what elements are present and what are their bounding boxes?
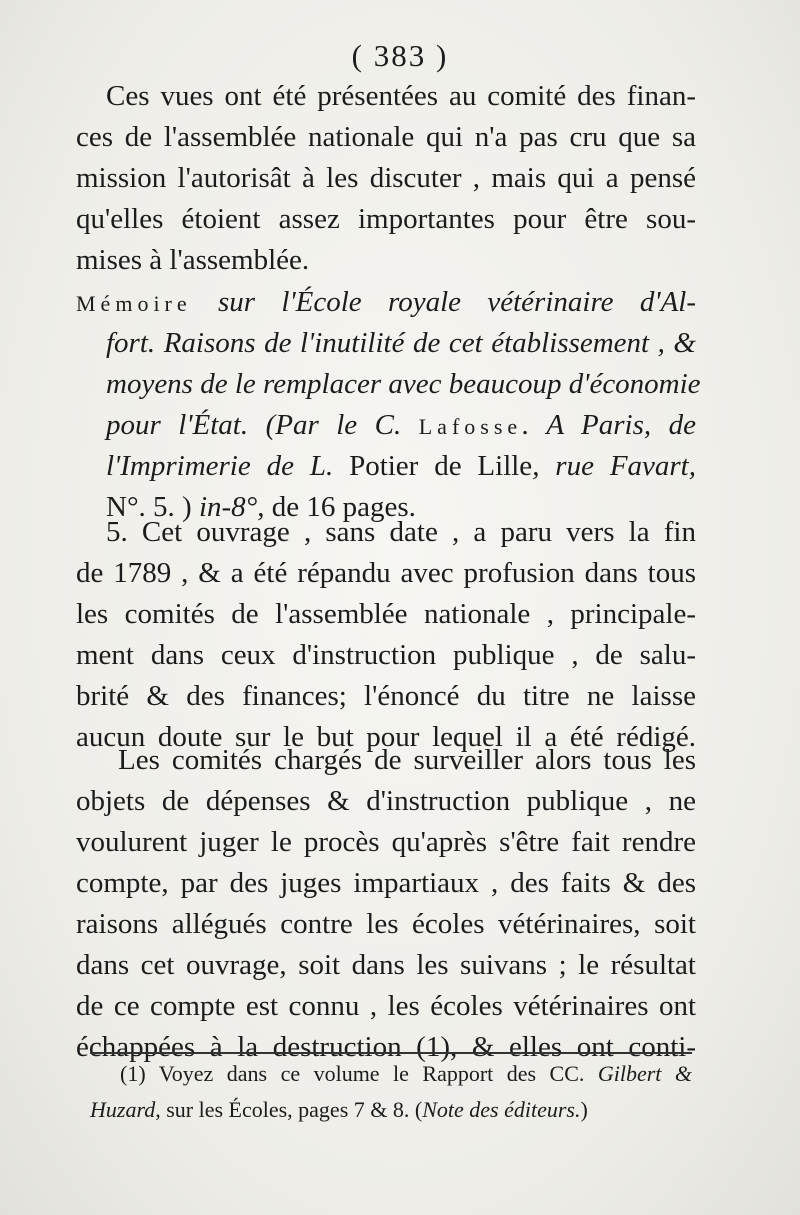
- text-line: mission l'autorisât à les discuter , mais qui a pensé: [76, 162, 696, 194]
- text-line: [76, 282, 696, 323]
- footnote-line: [90, 1056, 692, 1092]
- roman-text: (1) Voyez dans ce volume le Rapport des CC.: [120, 1061, 598, 1086]
- text-line: ces de l'assemblée nationale qui n'a pas cru que sa: [76, 121, 696, 153]
- text-line: de ce compte est connu , les écoles vétérinaires ont: [76, 990, 696, 1022]
- page-number: ( 383 ): [351, 38, 449, 73]
- text-line: échappées à la destruction (1), & elles ont conti-: [76, 1031, 696, 1063]
- italic-text: . A Paris, de: [522, 409, 696, 441]
- text-line: [76, 446, 696, 487]
- text-line: dans cet ouvrage, soit dans les suivans ; le résultat: [76, 949, 696, 981]
- title-word-memoire: Mémoire: [76, 291, 192, 316]
- roman-text: ): [580, 1097, 588, 1122]
- printer-name: Potier de Lille: [349, 450, 533, 482]
- footnote-divider: [90, 1052, 692, 1054]
- text-line: raisons allégués contre les écoles vétérinaires, soit: [76, 908, 696, 940]
- text-line: qu'elles étoient assez importantes pour être sou-: [76, 203, 696, 235]
- italic-text: l'Imprimerie de L.: [106, 450, 350, 482]
- paragraph-committees: [76, 740, 696, 1068]
- text-line: de 1789 , & a été répandu avec profusion dans tous: [76, 557, 696, 589]
- roman-text: , de 16 pages.: [257, 491, 416, 523]
- text-line: les comités de l'assemblée nationale , principale-: [76, 598, 696, 630]
- text-line: Ces vues ont été présentées au comité des finan-: [106, 80, 696, 112]
- paragraph-5: [76, 512, 696, 758]
- bibliographic-entry: [76, 282, 701, 528]
- roman-text: , sur les Écoles, pages 7 & 8. (: [155, 1097, 423, 1122]
- text-line: 5. Cet ouvrage , sans date , a paru vers la fin: [106, 516, 696, 548]
- text-line: aucun doute sur le but pour lequel il a été rédigé.: [76, 721, 696, 753]
- italic-text: in-8°: [198, 491, 258, 523]
- text-line: objets de dépenses & d'instruction publique , ne: [76, 785, 696, 817]
- text-line: [76, 323, 696, 364]
- text-line: mises à l'assemblée.: [76, 244, 310, 276]
- roman-text: N°. 5. ): [106, 491, 199, 523]
- footnote: [90, 1056, 692, 1128]
- paragraph-intro: [76, 76, 696, 281]
- italic-text: Note des éditeurs.: [422, 1097, 581, 1122]
- italic-text: Gilbert &: [597, 1061, 692, 1086]
- text-line: brité & des finances; l'énoncé du titre ne laisse: [76, 680, 696, 712]
- italic-text: sur l'École royale vétérinaire d'Al-: [191, 286, 696, 318]
- footnote-line: [90, 1092, 692, 1128]
- italic-text: , rue Favart,: [532, 450, 696, 482]
- text-line: compte, par des juges impartiaux , des faits & des: [76, 867, 696, 899]
- italic-text: Huzard: [90, 1097, 156, 1122]
- author-name: Lafosse: [418, 414, 523, 439]
- text-line: ment dans ceux d'instruction publique , de salu-: [76, 639, 696, 671]
- italic-text: pour l'État. (Par le C.: [106, 409, 419, 441]
- italic-text: fort. Raisons de l'inutilité de cet établissement , &: [106, 327, 696, 359]
- text-line: Les comités chargés de surveiller alors tous les: [118, 744, 696, 776]
- italic-text: moyens de le remplacer avec beaucoup d'économie: [106, 368, 701, 400]
- text-line: voulurent juger le procès qu'après s'être fait rendre: [76, 826, 696, 858]
- text-line: [76, 405, 696, 446]
- text-line: [76, 364, 701, 405]
